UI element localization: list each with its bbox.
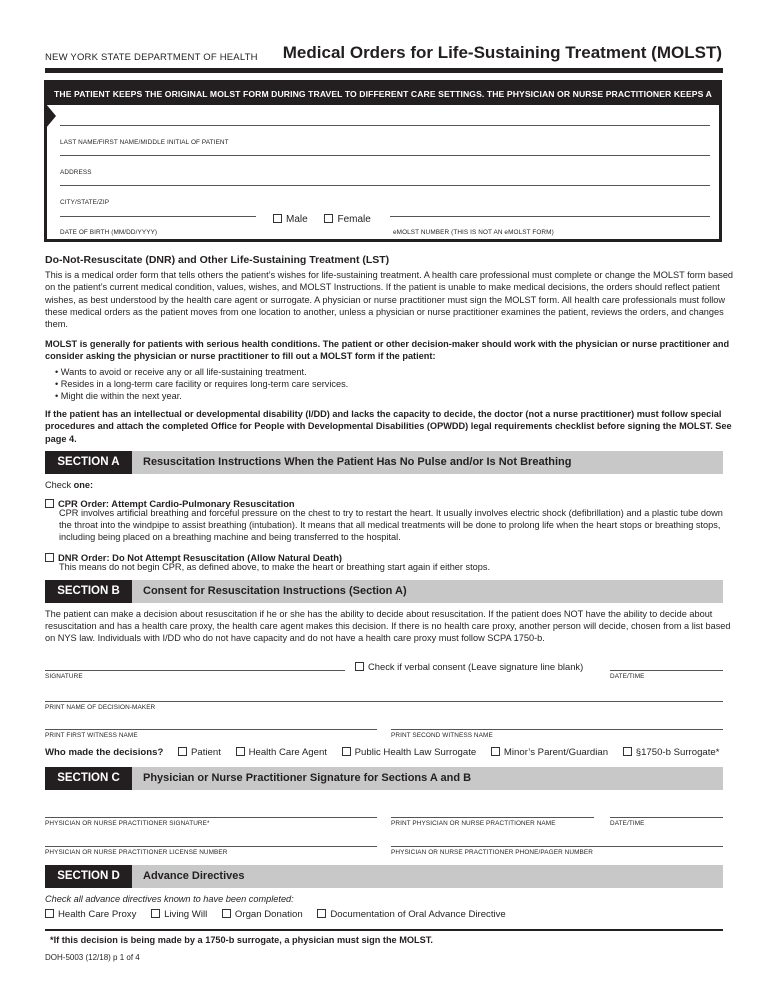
intro-heading: Do-Not-Resuscitate (DNR) and Other Life-Sustaining Treatment (LST) (45, 254, 390, 266)
option-label: Minor’s Parent/Guardian (503, 747, 609, 758)
who-decided-row (45, 747, 720, 758)
decision-maker-name-field[interactable] (45, 701, 723, 702)
license-number-field[interactable] (45, 846, 377, 847)
address-field[interactable] (60, 155, 710, 156)
option-label: Documentation of Oral Advance Directive (330, 909, 506, 920)
verbal-consent-option (355, 661, 583, 672)
list-item: • Resides in a long-term care facility or requires long-term care services. (55, 379, 349, 390)
address-label: ADDRESS (60, 169, 92, 176)
option-label: Health Care Proxy (58, 909, 137, 920)
health-care-proxy-checkbox[interactable] (45, 909, 54, 918)
check-one-instruction (45, 479, 93, 491)
section-c-title: Physician or Nurse Practitioner Signature for Sections A and B (143, 772, 472, 784)
male-label: Male (286, 214, 308, 225)
dob-field[interactable] (60, 216, 256, 217)
intro-paragraph-1: This is a medical order form that tells others the patient’s wishes for life-sustaining treatment. A health care professional must complete or change the MOLST form based on the patient’s current medical condition, values, wishes, and MOLST Instructions. If the patient is unable to make medical decisions, the orders should reflect patient wishes, as best understood by the health care agent or surrogate. A physician or nurse practitioner must sign the MOLST form. All health care professionals must follow these medical orders as the patient moves from one location to another, unless a physician or nurse practitioner examines the patient, reviews the orders, and changes them. (45, 270, 734, 330)
patient-info-box (44, 80, 722, 242)
signature-label: SIGNATURE (45, 673, 83, 680)
organ-donation-checkbox[interactable] (222, 909, 231, 918)
option-label: Public Health Law Surrogate (354, 747, 477, 758)
option-label: Living Will (164, 909, 208, 920)
first-witness-field[interactable] (45, 729, 377, 730)
decision-date-label: DATE/TIME (610, 673, 645, 680)
dnr-description: This means do not begin CPR, as defined above, to make the heart or breathing start again if either stops. (59, 562, 491, 572)
female-label: Female (337, 214, 371, 225)
check-one-emphasis: one: (73, 480, 94, 490)
list-item: • Wants to avoid or receive any or all life-sustaining treatment. (55, 367, 307, 377)
section-d-title: Advance Directives (143, 870, 245, 882)
cpr-order-title: CPR Order: Attempt Cardio-Pulmonary Resuscitation (58, 498, 295, 509)
section-b-title: Consent for Resuscitation Instructions (Section A) (143, 585, 407, 597)
intro-paragraph-2-text: MOLST is generally for patients with serious health conditions. The patient or other decision-maker should work with the physician or nurse practitioner and consider asking the physician or nurse practitioner to fill out a MOLST form if the patient: (45, 339, 730, 362)
dnr-order-title: DNR Order: Do Not Attempt Resuscitation (Allow Natural Death) (58, 552, 343, 563)
option-label: Patient (191, 747, 221, 758)
sex-options (273, 214, 371, 225)
cpr-checkbox[interactable] (45, 499, 54, 508)
phone-pager-label: PHYSICIAN OR NURSE PRACTITIONER PHONE/PAGER NUMBER (391, 849, 593, 856)
footer-rule (45, 929, 723, 931)
option-label: Health Care Agent (248, 747, 327, 758)
male-checkbox[interactable] (273, 214, 282, 223)
intro-paragraph-3-text: If the patient has an intellectual or developmental disability (I/DD) and lacks the capacity to decide, the doctor (not a nurse practitioner) must follow special procedures and attach the completed Office for People with Developmental Disabilities (OPWDD) legal requirements checklist before signing the MOLST. See page 4. (45, 409, 732, 444)
emolst-number-label: eMOLST NUMBER (THIS IS NOT AN eMOLST FORM) (393, 229, 554, 236)
footer-note: *If this decision is being made by a 1750-b surrogate, a physician must sign the MOLST. (50, 935, 433, 945)
physician-signature-field[interactable] (45, 817, 377, 818)
physician-date-field[interactable] (610, 817, 723, 818)
second-witness-field[interactable] (391, 729, 723, 730)
emolst-number-field[interactable] (390, 216, 710, 217)
verbal-consent-checkbox[interactable] (355, 662, 364, 671)
decision-date-field[interactable] (610, 670, 723, 671)
section-b-header (45, 580, 723, 603)
second-witness-label: PRINT SECOND WITNESS NAME (391, 732, 493, 739)
section-a-title: Resuscitation Instructions When the Patient Has No Pulse and/or Is Not Breathing (143, 456, 572, 468)
patient-name-field[interactable] (60, 125, 710, 126)
city-state-zip-label: CITY/STATE/ZIP (60, 199, 110, 206)
section-a-tag: SECTION A (45, 451, 132, 474)
oral-directive-checkbox[interactable] (317, 909, 326, 918)
decision-maker-name-label: PRINT NAME OF DECISION-MAKER (45, 704, 156, 711)
first-witness-label: PRINT FIRST WITNESS NAME (45, 732, 138, 739)
advance-directives-options (45, 909, 506, 920)
section-d-header (45, 865, 723, 888)
health-care-agent-checkbox[interactable] (236, 747, 245, 756)
option-label: Organ Donation (234, 909, 303, 920)
signature-field[interactable] (45, 670, 345, 671)
section-a-header (45, 451, 723, 474)
intro-paragraph-2 (45, 338, 735, 363)
banner-notch (46, 104, 56, 128)
living-will-checkbox[interactable] (151, 909, 160, 918)
phone-pager-field[interactable] (391, 846, 723, 847)
option-label: §1750-b Surrogate* (635, 747, 720, 758)
form-id: DOH-5003 (12/18) p 1 of 4 (45, 953, 140, 962)
intro-paragraph-3 (45, 408, 735, 445)
patient-name-label: LAST NAME/FIRST NAME/MIDDLE INITIAL OF PATIENT (60, 139, 229, 146)
city-state-zip-field[interactable] (60, 185, 710, 186)
section-b-tag: SECTION B (45, 580, 132, 603)
license-number-label: PHYSICIAN OR NURSE PRACTITIONER LICENSE NUMBER (45, 849, 228, 856)
who-decided-label: Who made the decisions? (45, 747, 164, 758)
female-checkbox[interactable] (324, 214, 333, 223)
check-prefix: Check (45, 480, 74, 490)
patient-box-banner: THE PATIENT KEEPS THE ORIGINAL MOLST FORM DURING TRAVEL TO DIFFERENT CARE SETTINGS. THE PHYSICIAN OR NURSE PRACTITIONER KEEPS A COPY. (47, 83, 719, 105)
form-title: Medical Orders for Life-Sustaining Treatment (MOLST) (282, 43, 722, 62)
physician-signature-label: PHYSICIAN OR NURSE PRACTITIONER SIGNATURE* (45, 820, 210, 827)
section-d-tag: SECTION D (45, 865, 132, 888)
patient-checkbox[interactable] (178, 747, 187, 756)
section-c-header (45, 767, 723, 790)
minors-parent-guardian-checkbox[interactable] (491, 747, 500, 756)
1750b-surrogate-checkbox[interactable] (623, 747, 632, 756)
dob-label: DATE OF BIRTH (MM/DD/YYYY) (60, 229, 158, 236)
list-item: • Might die within the next year. (55, 391, 182, 402)
section-b-description: The patient can make a decision about resuscitation if he or she has the ability to decide about resuscitation. If the patient does NOT have the ability to decide about resuscitation and has a health care proxy, the health care agent makes this decision. If there is no health care proxy, another person will decide, chosen from a list based on NYS law. Individuals with I/DD who do not have capacity and do not have a health care proxy must follow SCPA 1750-b. (45, 609, 731, 643)
header-rule (45, 68, 723, 73)
dnr-checkbox[interactable] (45, 553, 54, 562)
intro-bullets (55, 366, 348, 403)
public-health-law-surrogate-checkbox[interactable] (342, 747, 351, 756)
section-c-tag: SECTION C (45, 767, 132, 790)
physician-name-field[interactable] (391, 817, 594, 818)
physician-name-label: PRINT PHYSICIAN OR NURSE PRACTITIONER NAME (391, 820, 556, 827)
cpr-description: CPR involves artificial breathing and forceful pressure on the chest to try to restart the heart. It usually involves electric shock (defibrillation) and a plastic tube down the throat into the windpipe to assist breathing (intubation). It means that all medical treatments will be done to prolong life when the heart stops or breathing stops, including being placed on a breathing machine and being transferred to the hospital. (59, 508, 723, 542)
physician-date-label: DATE/TIME (610, 820, 645, 827)
verbal-consent-label: Check if verbal consent (Leave signature line blank) (368, 661, 584, 672)
advance-directives-instruction: Check all advance directives known to have been completed: (45, 894, 294, 904)
agency-name: NEW YORK STATE DEPARTMENT OF HEALTH (45, 52, 258, 63)
